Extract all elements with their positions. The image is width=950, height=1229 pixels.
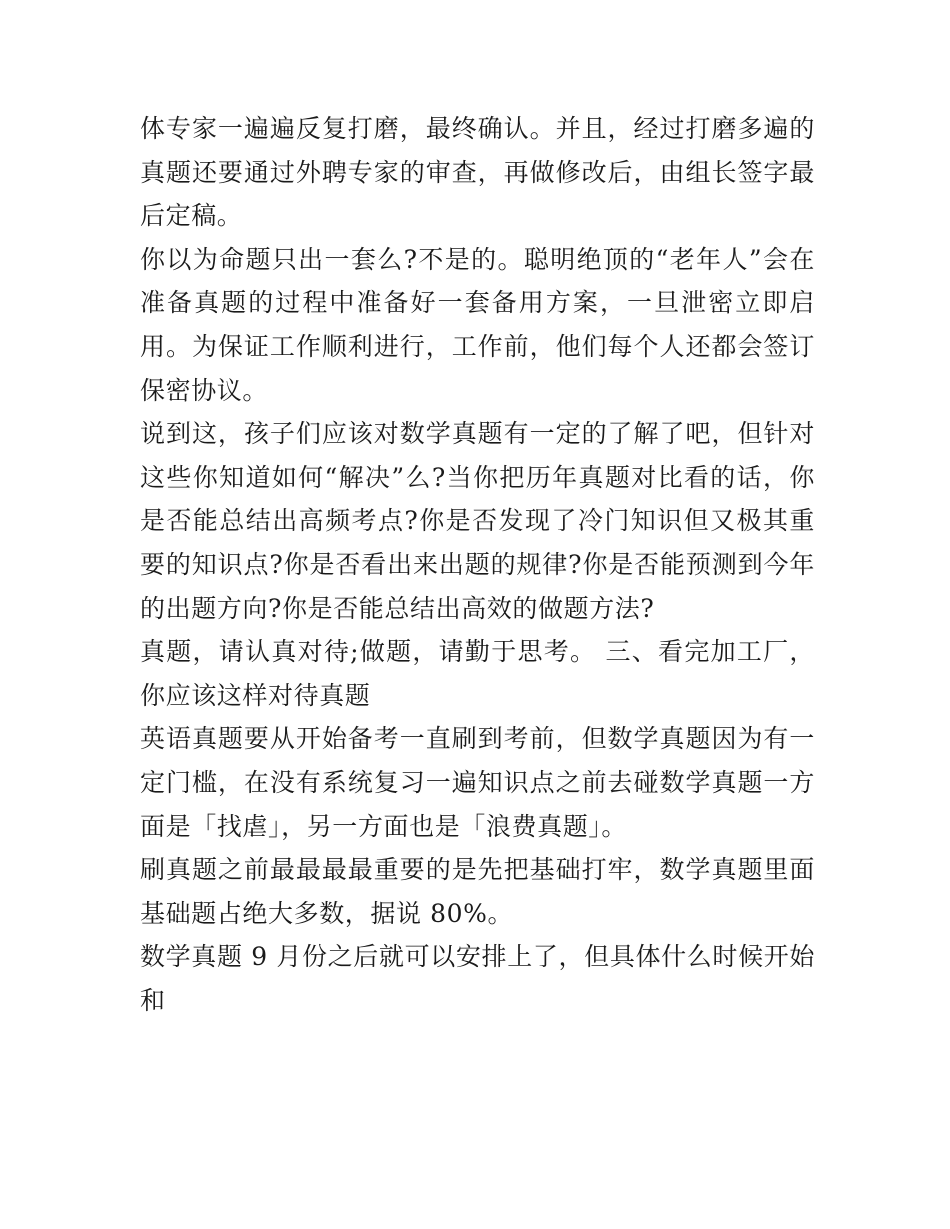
paragraph-2: 你以为命题只出一套么?不是的。聪明绝顶的“老年人”会在准备真题的过程中准备好一套备用方案，一旦泄密立即启用。为保证工作顺利进行，工作前，他们每个人还都会签订保密协议。 [140, 244, 815, 405]
paragraph-5: 英语真题要从开始备考一直刷到考前，但数学真题因为有一定门槛，在没有系统复习一遍知识点之前去碰数学真题一方面是「找虐」，另一方面也是「浪费真题」。 [140, 724, 815, 841]
paragraph-1: 体专家一遍遍反复打磨，最终确认。并且，经过打磨多遍的真题还要通过外聘专家的审查，再做修改后，由组长签字最后定稿。 [140, 114, 815, 231]
paragraph-4: 真题，请认真对待;做题，请勤于思考。 三、看完加工厂，你应该这样对待真题 [140, 637, 815, 710]
paragraph-7: 数学真题 9 月份之后就可以安排上了，但具体什么时候开始和 [140, 942, 815, 1015]
paragraph-3: 说到这，孩子们应该对数学真题有一定的了解了吧，但针对这些你知道如何“解决”么?当你把历年真题对比看的话，你是否能总结出高频考点?你是否发现了冷门知识但又极其重要的知识点?你是否看出来出题的规律?你是否能预测到今年的出题方向?你是否能总结出高效的做题方法? [140, 419, 815, 623]
paragraph-6: 刷真题之前最最最最重要的是先把基础打牢，数学真题里面基础题占绝大多数，据说 80%。 [140, 855, 815, 928]
document-body [140, 107, 815, 1022]
